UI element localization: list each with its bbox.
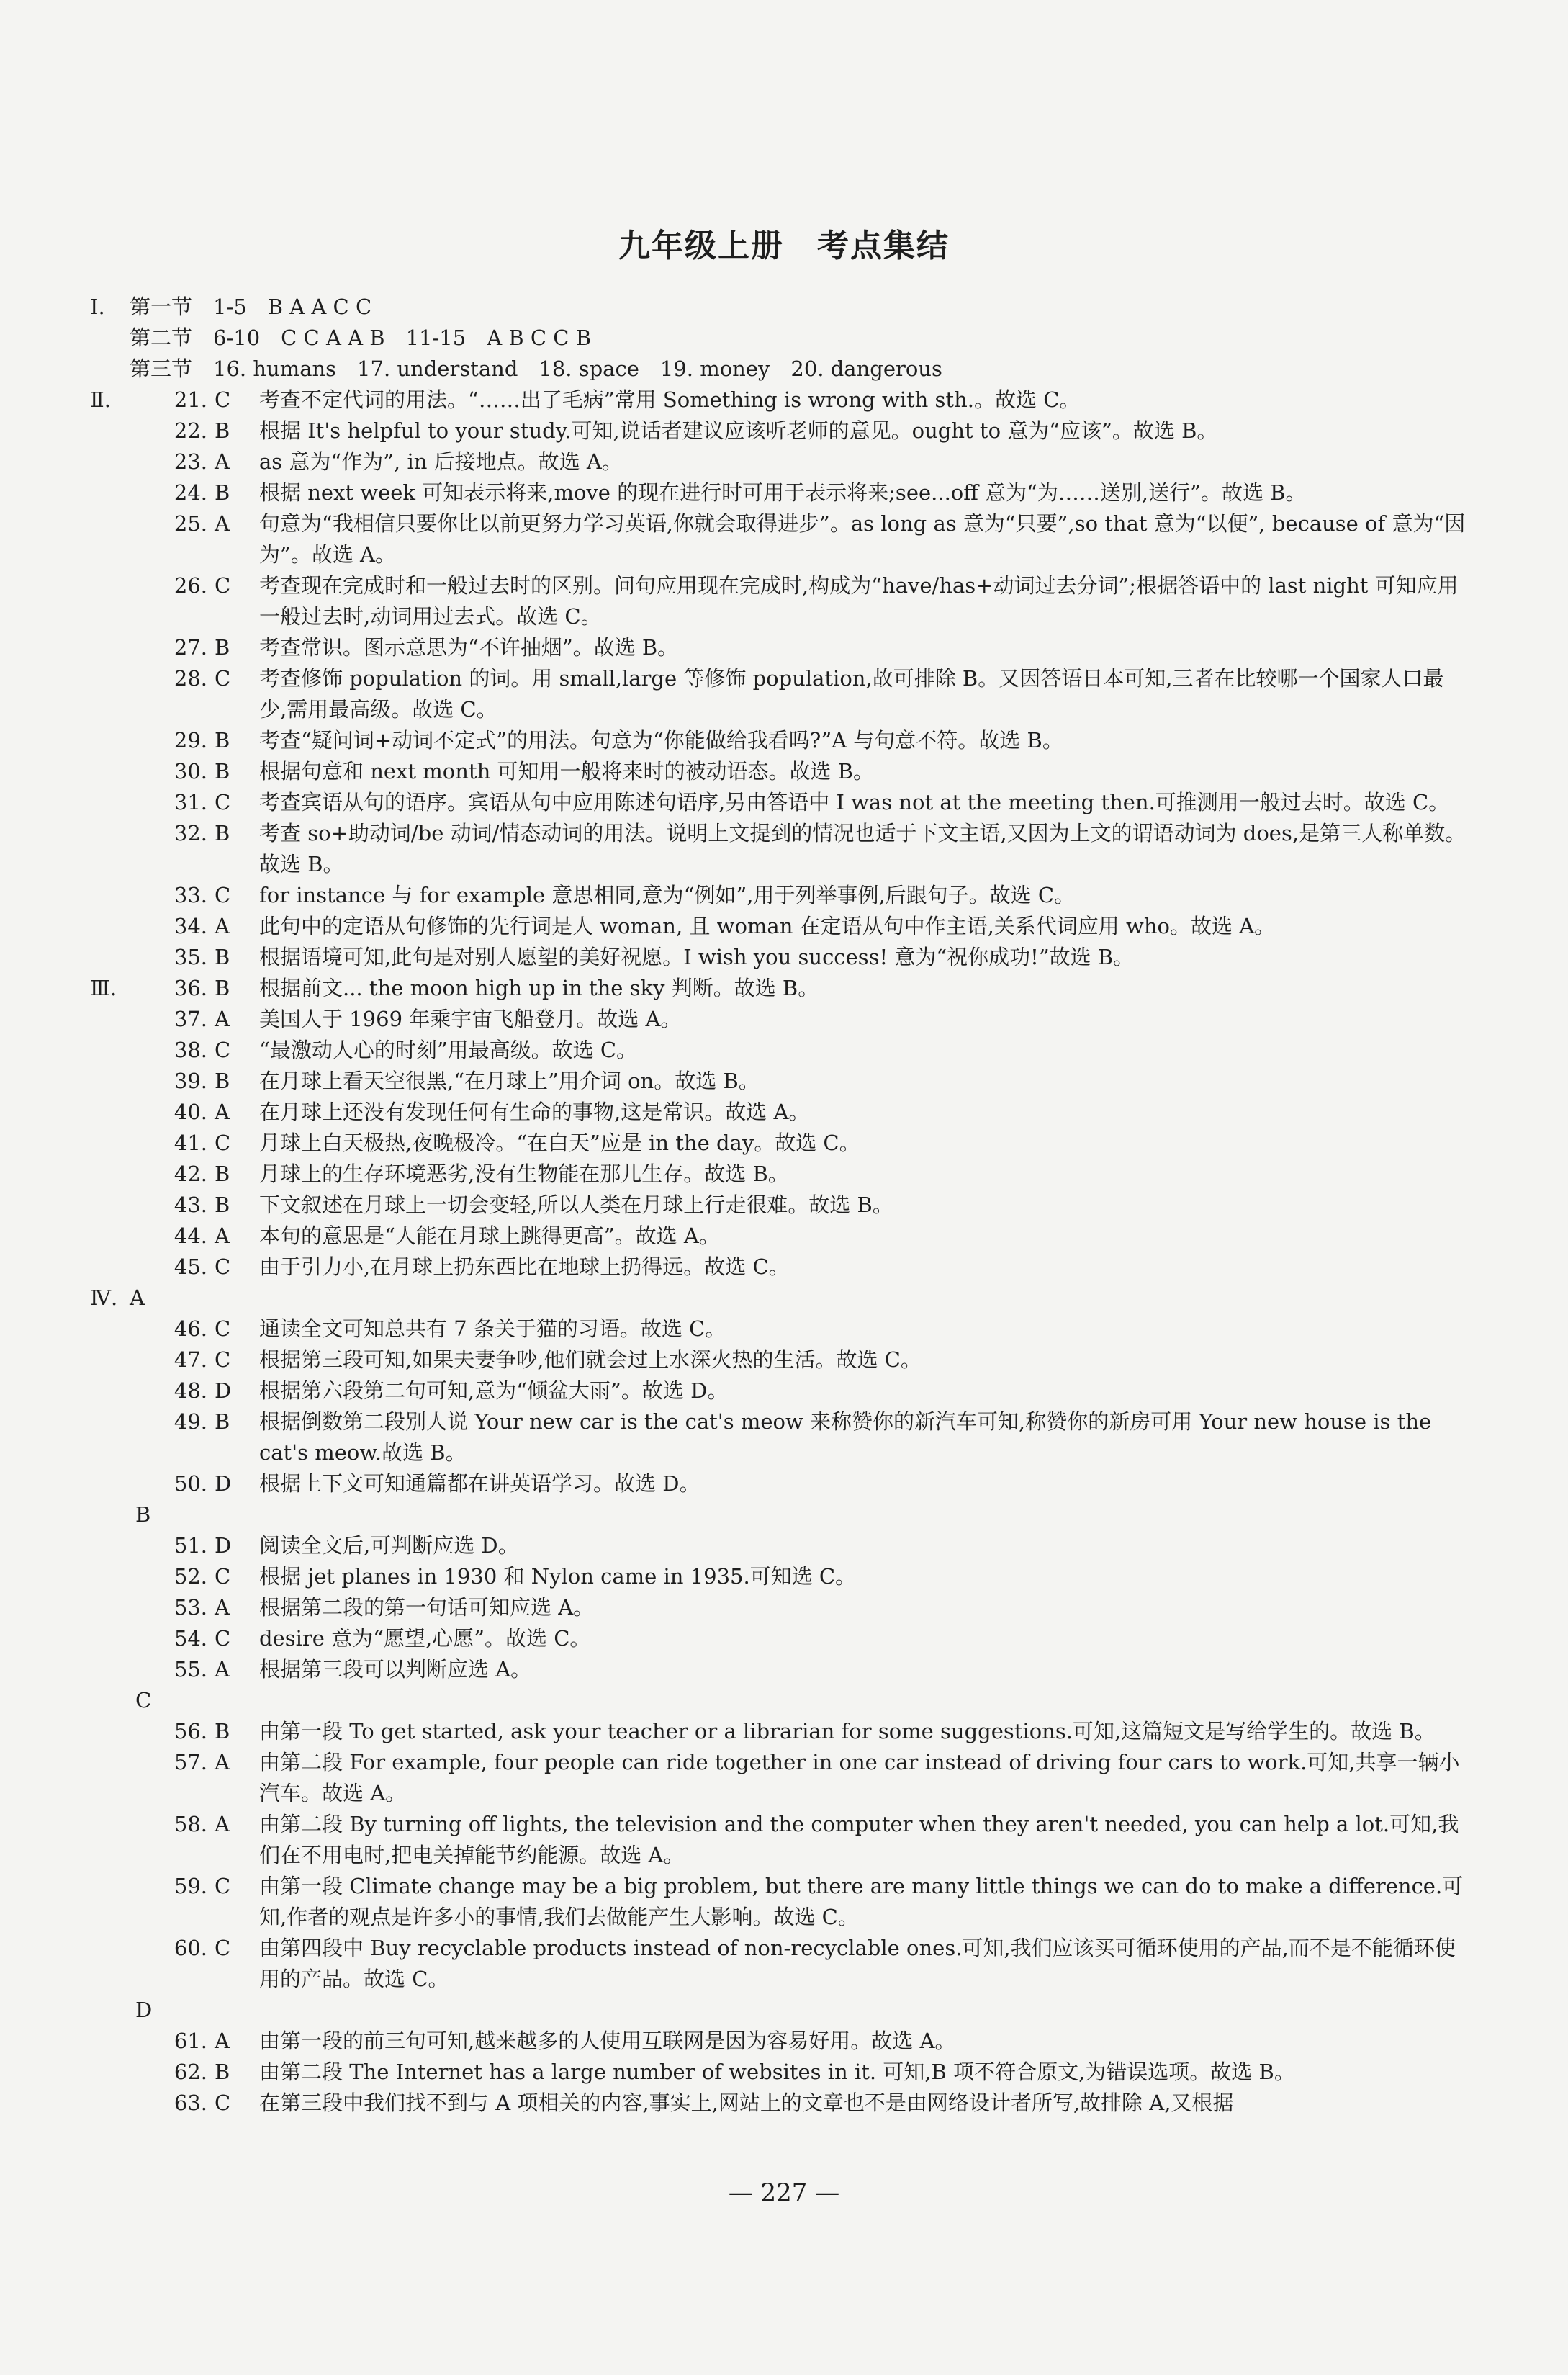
- answer-item: [90, 1097, 1469, 1128]
- answer-letter: C: [215, 573, 231, 598]
- explanation-text: 根据第六段第二句可知,意为“倾盆大雨”。故选 D。: [259, 1378, 729, 1403]
- section-label: [90, 416, 130, 446]
- answer-letter: B: [215, 759, 230, 784]
- section-label: [90, 570, 130, 632]
- page-number: — 227 —: [728, 2178, 840, 2207]
- answer-letter: C: [215, 1347, 231, 1372]
- explanation-text: 根据前文... the moon high up in the sky 判断。故选 B。: [259, 976, 819, 1000]
- section-label: [90, 942, 130, 973]
- question-number: 60.: [174, 1936, 207, 1960]
- section-label: [90, 1747, 130, 1809]
- passage-letter: A: [130, 1285, 145, 1310]
- question-number: 55.: [174, 1657, 207, 1682]
- section-label: [90, 1035, 130, 1066]
- passage-letter: D: [135, 1998, 153, 2022]
- answer-line: 第二节 6-10 C C A A B 11-15 A B C C B: [130, 326, 592, 350]
- answer-letter: B: [215, 1193, 230, 1217]
- answer-item: [90, 1344, 1469, 1375]
- answer-item: [90, 2088, 1469, 2119]
- explanation-text: 根据 jet planes in 1930 和 Nylon came in 1935.可知选 C。: [259, 1564, 857, 1589]
- section-label: [90, 1468, 130, 1499]
- explanation-text: 月球上白天极热,夜晚极冷。“在白天”应是 in the day。故选 C。: [259, 1131, 860, 1155]
- answer-letter: C: [215, 666, 231, 691]
- answer-item: [90, 2057, 1469, 2088]
- answer-letter: A: [215, 511, 230, 536]
- answer-item: [90, 1406, 1469, 1468]
- answer-letter: D: [215, 1378, 232, 1403]
- section-label: [90, 1716, 130, 1747]
- explanation-text: 在月球上看天空很黑,“在月球上”用介词 on。故选 B。: [259, 1069, 760, 1093]
- answer-key: [90, 292, 1469, 2119]
- answer-item: [90, 942, 1469, 973]
- explanation-text: 美国人于 1969 年乘宇宙飞船登月。故选 A。: [259, 1007, 682, 1031]
- section-label: [90, 1066, 130, 1097]
- explanation-text: “最激动人心的时刻”用最高级。故选 C。: [259, 1038, 638, 1062]
- passage-heading: [90, 1995, 1469, 2026]
- answer-item: [90, 818, 1469, 880]
- answer-letter: A: [215, 914, 230, 938]
- question-number: 57.: [174, 1750, 207, 1774]
- explanation-text: 根据 It's helpful to your study.可知,说话者建议应该听老师的意见。ought to 意为“应该”。故选 B。: [259, 418, 1218, 443]
- explanation-text: 由第一段 Climate change may be a big problem, but there are many little things we can do to make a difference.可知,作者的观点是许多小的事情,我们去做能产生大影响。故选 C。: [259, 1874, 1464, 1929]
- section-label: [90, 1623, 130, 1654]
- answer-letter: C: [215, 1131, 231, 1155]
- explanation-text: 在第三段中我们找不到与 A 项相关的内容,事实上,网站上的文章也不是由网络设计者所写,故排除 A,又根据: [259, 2091, 1234, 2115]
- explanation-text: 由第四段中 Buy recyclable products instead of non-recyclable ones.可知,我们应该买可循环使用的产品,而不是不能循环使用的产品。故选 C。: [259, 1936, 1456, 1991]
- answer-item: [90, 446, 1469, 477]
- answer-item: [90, 1871, 1469, 1933]
- answer-letter: A: [215, 1100, 230, 1124]
- answer-item: [90, 1159, 1469, 1190]
- answer-item: [90, 1530, 1469, 1561]
- answer-item: [90, 508, 1469, 570]
- question-number: 24.: [174, 480, 207, 505]
- section-label: [90, 911, 130, 942]
- explanation-text: 句意为“我相信只要你比以前更努力学习英语,你就会取得进步”。as long as 意为“只要”,so that 意为“以便”, because of 意为“因为”。故选 A。: [259, 511, 1466, 567]
- explanation-text: 由于引力小,在月球上扔东西比在地球上扔得远。故选 C。: [259, 1254, 790, 1279]
- question-number: 29.: [174, 728, 207, 753]
- section-label: [90, 1097, 130, 1128]
- explanation-text: 在月球上还没有发现任何有生命的事物,这是常识。故选 A。: [259, 1100, 810, 1124]
- answer-letter: C: [215, 1874, 231, 1898]
- question-number: 45.: [174, 1254, 207, 1279]
- answer-item: [90, 1623, 1469, 1654]
- explanation-text: 考查宾语从句的语序。宾语从句中应用陈述句语序,另由答语中 I was not at the meeting then.可推测用一般过去时。故选 C。: [259, 790, 1450, 814]
- answer-letter: A: [215, 2029, 230, 2053]
- answer-letter: B: [215, 418, 230, 443]
- explanation-text: 考查“疑问词+动词不定式”的用法。句意为“你能做给我看吗?”A 与句意不符。故选 B。: [259, 728, 1063, 753]
- section-label: [90, 1809, 130, 1871]
- question-number: 58.: [174, 1812, 207, 1836]
- section-label: [90, 1530, 130, 1561]
- question-number: 44.: [174, 1224, 207, 1248]
- explanation-text: 考查不定代词的用法。“……出了毛病”常用 Something is wrong with sth.。故选 C。: [259, 387, 1081, 412]
- answer-letter: C: [215, 1936, 231, 1960]
- question-number: 31.: [174, 790, 207, 814]
- question-number: 40.: [174, 1100, 207, 1124]
- explanation-text: 根据倒数第二段别人说 Your new car is the cat's meow 来称赞你的新汽车可知,称赞你的新房可用 Your new house is the cat's meow.故选 B。: [259, 1409, 1432, 1465]
- section-label: [90, 1933, 130, 1995]
- question-number: 33.: [174, 883, 207, 907]
- question-number: 52.: [174, 1564, 207, 1589]
- explanation-text: 通读全文可知总共有 7 条关于猫的习语。故选 C。: [259, 1316, 726, 1341]
- question-number: 49.: [174, 1409, 207, 1434]
- section-label: [90, 1314, 130, 1344]
- question-number: 61.: [174, 2029, 207, 2053]
- explanation-text: 根据 next week 可知表示将来,move 的现在进行时可用于表示将来;see...off 意为“为……送别,送行”。故选 B。: [259, 480, 1307, 505]
- answer-letter: C: [215, 2091, 231, 2115]
- answer-item: [90, 632, 1469, 663]
- explanation-text: 本句的意思是“人能在月球上跳得更高”。故选 A。: [259, 1224, 720, 1248]
- explanation-text: 由第二段 For example, four people can ride together in one car instead of driving four cars to work.可知,共享一辆小汽车。故选 A。: [259, 1750, 1460, 1805]
- section-label: [90, 1406, 130, 1468]
- answer-letter: B: [215, 480, 230, 505]
- part1-line: [90, 292, 1469, 323]
- section-label: [90, 508, 130, 570]
- section-label: [90, 477, 130, 508]
- question-number: 50.: [174, 1471, 207, 1496]
- question-number: 51.: [174, 1533, 207, 1558]
- answer-letter: B: [215, 821, 230, 845]
- part1-line: [90, 323, 1469, 354]
- question-number: 22.: [174, 418, 207, 443]
- answer-letter: A: [215, 1657, 230, 1682]
- answer-letter: B: [215, 1069, 230, 1093]
- answer-letter: B: [215, 728, 230, 753]
- answer-item: [90, 663, 1469, 725]
- question-number: 21.: [174, 387, 207, 412]
- answer-item: [90, 570, 1469, 632]
- answer-item: [90, 1747, 1469, 1809]
- answer-letter: A: [215, 1224, 230, 1248]
- part1-line: [90, 354, 1469, 385]
- answer-item: [90, 1252, 1469, 1283]
- explanation-text: 由第一段 To get started, ask your teacher or a librarian for some suggestions.可知,这篇短文是写给学生的。故选 B。: [259, 1719, 1436, 1743]
- answer-item: [90, 911, 1469, 942]
- question-number: 42.: [174, 1162, 207, 1186]
- answer-letter: A: [215, 1750, 230, 1774]
- answer-item: [90, 1375, 1469, 1406]
- explanation-text: 考查常识。图示意思为“不许抽烟”。故选 B。: [259, 635, 679, 660]
- passage-letter: B: [135, 1502, 151, 1527]
- section-label: [90, 787, 130, 818]
- section-label: [90, 1499, 130, 1530]
- section-label: Ⅰ.: [90, 295, 105, 319]
- explanation-text: 月球上的生存环境恶劣,没有生物能在那儿生存。故选 B。: [259, 1162, 789, 1186]
- explanation-text: for instance 与 for example 意思相同,意为“例如”,用于列举事例,后跟句子。故选 C。: [259, 883, 1076, 907]
- answer-letter: C: [215, 1038, 231, 1062]
- question-number: 34.: [174, 914, 207, 938]
- answer-letter: C: [215, 387, 231, 412]
- section-label: [90, 2026, 130, 2057]
- answer-letter: B: [215, 1409, 230, 1434]
- explanation-text: 根据第三段可知,如果夫妻争吵,他们就会过上水深火热的生活。故选 C。: [259, 1347, 922, 1372]
- section-label: [90, 1561, 130, 1592]
- section-label: [90, 446, 130, 477]
- answer-item: [90, 1468, 1469, 1499]
- answer-item: [90, 1654, 1469, 1685]
- section-label: [90, 1128, 130, 1159]
- answer-letter: D: [215, 1533, 232, 1558]
- question-number: 38.: [174, 1038, 207, 1062]
- answer-item: [90, 477, 1469, 508]
- question-number: 28.: [174, 666, 207, 691]
- answer-letter: C: [215, 1316, 231, 1341]
- passage-heading: [90, 1283, 1469, 1314]
- question-number: 62.: [174, 2060, 207, 2084]
- question-number: 41.: [174, 1131, 207, 1155]
- answer-letter: A: [215, 449, 230, 474]
- section-label: [90, 1871, 130, 1933]
- section-label: [90, 1654, 130, 1685]
- answer-letter: D: [215, 1471, 232, 1496]
- explanation-text: 由第二段 The Internet has a large number of websites in it. 可知,B 项不符合原文,为错误选项。故选 B。: [259, 2060, 1295, 2084]
- question-number: 37.: [174, 1007, 207, 1031]
- answer-item: [90, 1716, 1469, 1747]
- question-number: 46.: [174, 1316, 207, 1341]
- question-number: 23.: [174, 449, 207, 474]
- section-label: [90, 1375, 130, 1406]
- question-number: 48.: [174, 1378, 207, 1403]
- passage-heading: [90, 1499, 1469, 1530]
- explanation-text: 根据第三段可以判断应选 A。: [259, 1657, 532, 1682]
- explanation-text: 考查现在完成时和一般过去时的区别。问句应用现在完成时,构成为“have/has+动词过去分词”;根据答语中的 last night 可知应用一般过去时,动词用过去式。故选 C。: [259, 573, 1459, 629]
- answer-item: [90, 1221, 1469, 1252]
- reading-section: [90, 1283, 1469, 2119]
- section-label: Ⅳ.: [90, 1285, 118, 1310]
- answer-letter: A: [215, 1595, 230, 1620]
- answer-letter: A: [215, 1812, 230, 1836]
- section-label: [90, 818, 130, 880]
- question-number: 30.: [174, 759, 207, 784]
- answer-item: [90, 1004, 1469, 1035]
- answer-letter: C: [215, 1254, 231, 1279]
- section-label: [90, 2088, 130, 2119]
- section-label: [90, 1190, 130, 1221]
- answer-item: [90, 1128, 1469, 1159]
- explanations-list: [90, 385, 1469, 1283]
- answer-item: [90, 1561, 1469, 1592]
- section-label: Ⅱ.: [90, 387, 111, 412]
- question-number: 59.: [174, 1874, 207, 1898]
- section-label: [90, 725, 130, 756]
- explanation-text: desire 意为“愿望,心愿”。故选 C。: [259, 1626, 591, 1651]
- answer-item: [90, 725, 1469, 756]
- explanation-text: 阅读全文后,可判断应选 D。: [259, 1533, 519, 1558]
- question-number: 35.: [174, 945, 207, 969]
- answer-item: [90, 2026, 1469, 2057]
- answer-letter: B: [215, 635, 230, 660]
- question-number: 27.: [174, 635, 207, 660]
- section-label: [90, 663, 130, 725]
- explanation-text: 考查 so+助动词/be 动词/情态动词的用法。说明上文提到的情况也适于下文主语,又因为上文的谓语动词为 does,是第三人称单数。故选 B。: [259, 821, 1466, 876]
- passage-letter: C: [135, 1688, 152, 1712]
- answer-item: [90, 880, 1469, 911]
- answer-letter: C: [215, 883, 231, 907]
- explanation-text: 此句中的定语从句修饰的先行词是人 woman, 且 woman 在定语从句中作主语,关系代词应用 who。故选 A。: [259, 914, 1276, 938]
- answer-line: 第一节 1-5 B A A C C: [130, 295, 372, 319]
- answer-item: [90, 416, 1469, 446]
- section-label: [90, 1685, 130, 1716]
- section-label: [90, 1995, 130, 2026]
- question-number: 54.: [174, 1626, 207, 1651]
- explanation-text: 由第二段 By turning off lights, the television and the computer when they aren't needed, you can help a lot.可知,我们在不用电时,把电关掉能节约能源。故选 A。: [259, 1812, 1459, 1867]
- answer-item: [90, 1933, 1469, 1995]
- answer-letter: B: [215, 1162, 230, 1186]
- question-number: 26.: [174, 573, 207, 598]
- answer-item: [90, 787, 1469, 818]
- explanation-text: 根据语境可知,此句是对别人愿望的美好祝愿。I wish you success! 意为“祝你成功!”故选 B。: [259, 945, 1135, 969]
- section-label: Ⅲ.: [90, 976, 117, 1000]
- section-label: [90, 1004, 130, 1035]
- answer-letter: B: [215, 945, 230, 969]
- section-label: [90, 1344, 130, 1375]
- question-number: 32.: [174, 821, 207, 845]
- answer-letter: B: [215, 976, 230, 1000]
- section-label: [90, 1592, 130, 1623]
- section-label: [90, 1159, 130, 1190]
- answer-letter: A: [215, 1007, 230, 1031]
- answer-item: [90, 756, 1469, 787]
- explanation-text: 根据上下文可知通篇都在讲英语学习。故选 D。: [259, 1471, 700, 1496]
- answer-item: [90, 1190, 1469, 1221]
- explanation-text: 下文叙述在月球上一切会变轻,所以人类在月球上行走很难。故选 B。: [259, 1193, 893, 1217]
- page-title: 九年级上册 考点集结: [618, 228, 950, 264]
- answer-item: [90, 1809, 1469, 1871]
- question-number: 25.: [174, 511, 207, 536]
- answer-item: [90, 973, 1469, 1004]
- section-label: [90, 756, 130, 787]
- explanation-text: 由第一段的前三句可知,越来越多的人使用互联网是因为容易好用。故选 A。: [259, 2029, 956, 2053]
- section-label: [90, 1221, 130, 1252]
- answer-item: [90, 1592, 1469, 1623]
- question-number: 63.: [174, 2091, 207, 2115]
- answer-letter: C: [215, 790, 231, 814]
- answer-letter: C: [215, 1564, 231, 1589]
- section-label: [90, 1252, 130, 1283]
- answer-letter: C: [215, 1626, 231, 1651]
- section-label: [90, 880, 130, 911]
- answer-letter: B: [215, 2060, 230, 2084]
- question-number: 43.: [174, 1193, 207, 1217]
- answer-letter: B: [215, 1719, 230, 1743]
- explanation-text: as 意为“作为”, in 后接地点。故选 A。: [259, 449, 623, 474]
- question-number: 39.: [174, 1069, 207, 1093]
- answer-item: [90, 1066, 1469, 1097]
- explanation-text: 根据句意和 next month 可知用一般将来时的被动语态。故选 B。: [259, 759, 875, 784]
- question-number: 36.: [174, 976, 207, 1000]
- question-number: 47.: [174, 1347, 207, 1372]
- passage-heading: [90, 1685, 1469, 1716]
- answer-line: 第三节 16. humans 17. understand 18. space 19. money 20. dangerous: [130, 356, 942, 381]
- answer-item: [90, 385, 1469, 416]
- section-label: [90, 632, 130, 663]
- question-number: 56.: [174, 1719, 207, 1743]
- answer-item: [90, 1035, 1469, 1066]
- question-number: 53.: [174, 1595, 207, 1620]
- explanation-text: 根据第二段的第一句话可知应选 A。: [259, 1595, 595, 1620]
- answer-item: [90, 1314, 1469, 1344]
- explanation-text: 考查修饰 population 的词。用 small,large 等修饰 population,故可排除 B。又因答语日本可知,三者在比较哪一个国家人口最少,需用最高级。故选 C。: [259, 666, 1444, 722]
- section-label: [90, 2057, 130, 2088]
